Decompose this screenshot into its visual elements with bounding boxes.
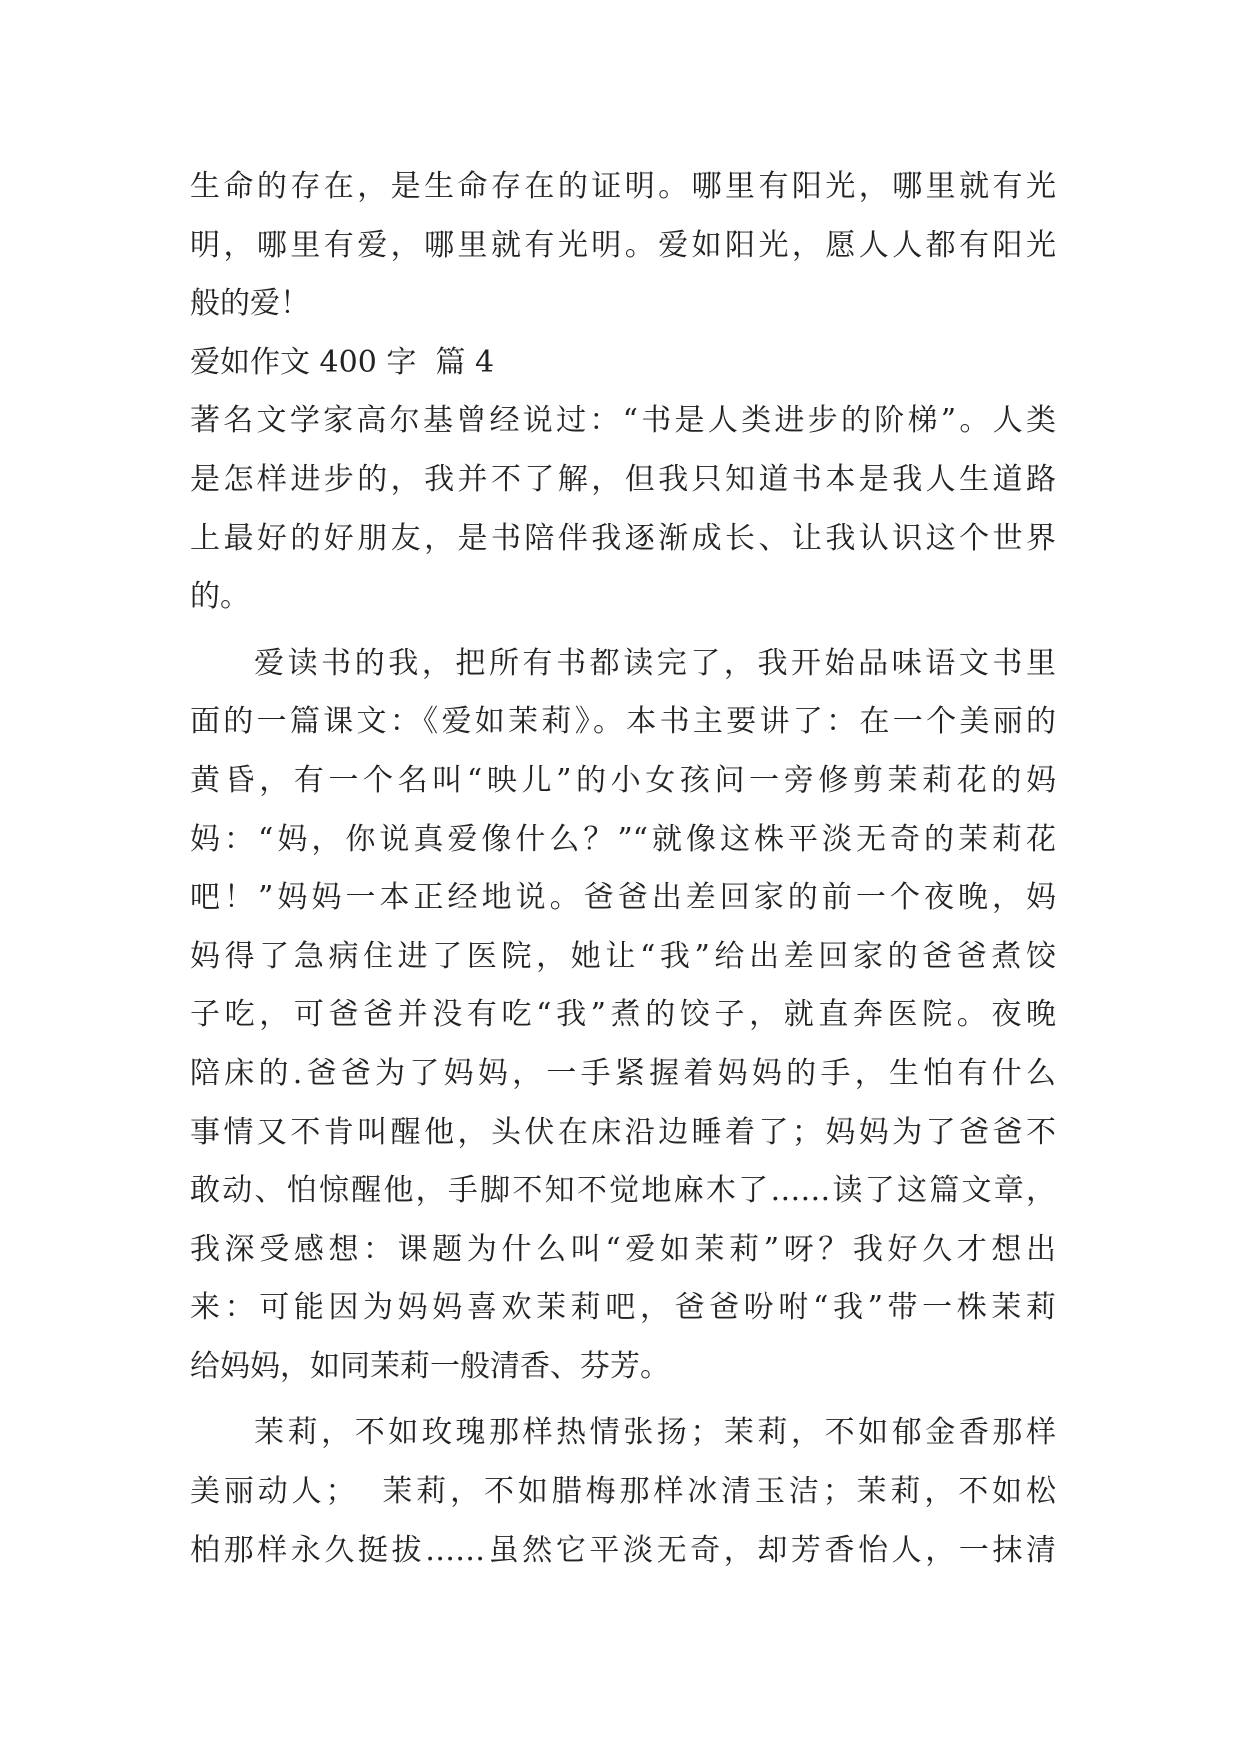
text-line: 黄昏，有一个名叫“映儿”的小女孩问一旁修剪茉莉花的妈 [190, 762, 1056, 798]
text-line: 子吃，可爸爸并没有吃“我”煮的饺子，就直奔医院。夜晚 [190, 997, 1056, 1033]
text-line: 明，哪里有爱，哪里就有光明。爱如阳光，愿人人都有阳光 [190, 227, 1056, 263]
text-line: 来：可能因为妈妈喜欢茉莉吧，爸爸吩咐“我”带一株茉莉 [190, 1290, 1056, 1326]
text-line: 敢动、怕惊醒他，手脚不知不觉地麻木了……读了这篇文章， [190, 1173, 1056, 1209]
text-line: 妈得了急病住进了医院，她让“我”给出差回家的爸爸煮饺 [190, 938, 1056, 974]
paragraph-intro-end [190, 158, 1056, 334]
text-line: 茉莉，不如玫瑰那样热情张扬；茉莉，不如郁金香那样 [254, 1415, 1056, 1451]
text-line: 著名文学家高尔基曾经说过：“书是人类进步的阶梯”。人类 [190, 403, 1056, 439]
paragraph-jasmine-comparison [190, 1404, 1056, 1580]
paragraph-jasmine-lesson [190, 635, 1056, 1397]
text-line: 陪床的.爸爸为了妈妈，一手紧握着妈妈的手，生怕有什么 [190, 1055, 1056, 1091]
text-line: 美丽动人； 茉莉，不如腊梅那样冰清玉洁；茉莉，不如松 [190, 1474, 1056, 1510]
text-line: 吧！”妈妈一本正经地说。爸爸出差回家的前一个夜晚，妈 [190, 880, 1056, 916]
section-heading [190, 334, 1056, 393]
text-line: 给妈妈，如同茉莉一般清香、芬芳。 [190, 1348, 670, 1384]
text-column [190, 158, 1056, 1580]
text-line: 是怎样进步的，我并不了解，但我只知道书本是我人生道路 [190, 461, 1056, 497]
text-line: 上最好的好朋友，是书陪伴我逐渐成长、让我认识这个世界 [190, 520, 1056, 556]
text-line: 般的爱！ [190, 286, 310, 322]
text-line: 的。 [190, 579, 250, 615]
text-line: 面的一篇课文：《爱如茉莉》。本书主要讲了：在一个美丽的 [190, 704, 1056, 740]
text-line: 事情又不肯叫醒他，头伏在床沿边睡着了；妈妈为了爸爸不 [190, 1114, 1056, 1150]
text-line: 妈：“妈，你说真爱像什么？”“就像这株平淡无奇的茉莉花 [190, 821, 1056, 857]
paragraph-gorky-quote [190, 392, 1056, 626]
text-line: 爱读书的我，把所有书都读完了，我开始品味语文书里 [254, 645, 1056, 681]
text-line: 生命的存在，是生命存在的证明。哪里有阳光，哪里就有光 [190, 169, 1056, 204]
text-line: 我深受感想：课题为什么叫“爱如茉莉”呀？我好久才想出 [190, 1231, 1056, 1267]
heading-line: 爱如作文 400 字 篇 4 [190, 344, 495, 380]
text-line: 柏那样永久挺拔……虽然它平淡无奇，却芳香怡人，一抹清 [190, 1532, 1056, 1568]
